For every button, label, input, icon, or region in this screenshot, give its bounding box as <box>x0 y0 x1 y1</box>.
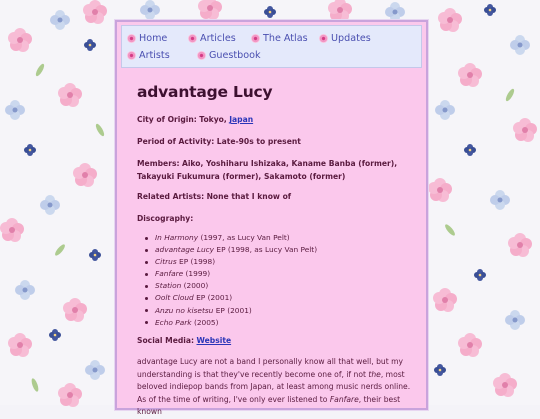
nav-artists-label: Artists <box>139 50 170 61</box>
list-item: Station (2000) <box>137 280 317 292</box>
nav-articles-label: Articles <box>200 33 236 44</box>
related-value: None that I know of <box>206 192 292 201</box>
nav-home-link[interactable] <box>127 33 167 44</box>
flower-icon <box>127 34 136 43</box>
social-line <box>137 334 417 347</box>
list-item: Oolt Cloud EP (2001) <box>137 292 317 304</box>
nav-atlas-link[interactable] <box>251 33 308 44</box>
nav-bar <box>121 25 422 68</box>
flower-icon <box>188 34 197 43</box>
page-title: advantage Lucy <box>137 83 273 101</box>
flower-icon <box>319 34 328 43</box>
members-line <box>137 157 417 183</box>
related-label: Related Artists: <box>137 192 205 201</box>
nav-home-label: Home <box>139 33 168 44</box>
origin-label: City of Origin: <box>137 115 197 124</box>
list-item: Echo Park (2005) <box>137 317 317 329</box>
discography-label: Discography: <box>137 214 194 223</box>
discography-list <box>137 232 317 329</box>
content-panel <box>115 20 428 416</box>
nav-updates-link[interactable] <box>319 33 371 44</box>
list-item: Fanfare (1999) <box>137 268 317 280</box>
members-label: Members: <box>137 159 180 168</box>
list-item: advantage Lucy EP (1998, as Lucy Van Pelt) <box>137 244 317 256</box>
nav-atlas-label: The Atlas <box>263 33 308 44</box>
social-label: Social Media: <box>137 336 195 345</box>
flower-icon <box>197 51 206 60</box>
list-item: Citrus EP (1998) <box>137 256 317 268</box>
nav-guestbook-label: Guestbook <box>209 50 261 61</box>
website-link[interactable]: Website <box>196 336 232 345</box>
nav-artists-link[interactable] <box>127 50 170 61</box>
nav-updates-label: Updates <box>331 33 371 44</box>
body-paragraph: advantage Lucy are not a band I personally know all that well, but my understanding is that they've recently become one of, if not the, most beloved indiepop bands from Japan, at least among music nerds online. As of the time of writing, I've only ever listened to Fanfare, their best known <box>137 357 411 416</box>
origin-country-link[interactable]: Japan <box>229 115 254 124</box>
related-line <box>137 190 417 203</box>
nav-articles-link[interactable] <box>188 33 236 44</box>
period-line <box>137 135 417 148</box>
list-item: Anzu no kisetsu EP (2001) <box>137 305 317 317</box>
flower-icon <box>251 34 260 43</box>
origin-city: Tokyo, <box>199 115 227 124</box>
period-value: Late-90s to present <box>216 137 301 146</box>
origin-line <box>137 113 417 126</box>
members-value: Aiko, Yoshiharu Ishizaka, Kaname Banba (former), Takayuki Fukumura (former), Sakamoto (former) <box>137 159 398 181</box>
flower-icon <box>127 51 136 60</box>
list-item: In Harmony (1997, as Lucy Van Pelt) <box>137 232 317 244</box>
period-label: Period of Activity: <box>137 137 215 146</box>
nav-guestbook-link[interactable] <box>197 50 261 61</box>
